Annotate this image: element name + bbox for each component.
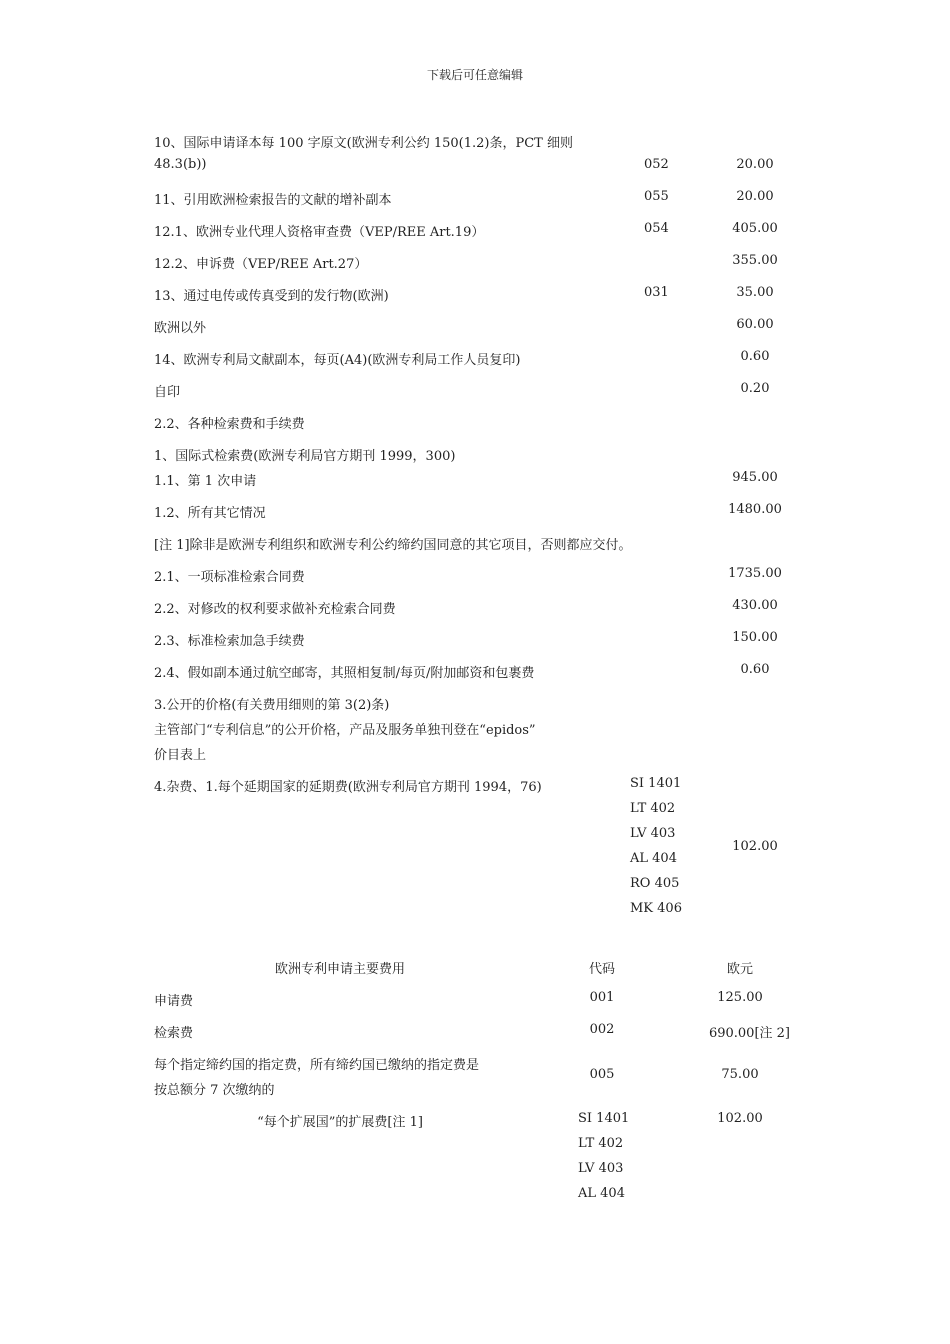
row-code: 055 [644,189,669,204]
row-amount: 0.20 [740,381,770,396]
row-amount: 430.00 [732,598,778,613]
row-amount: 945.00 [732,470,778,485]
row-text: 自印 [154,385,181,400]
row-amount: 0.60 [740,349,770,364]
country-code: AL 404 [578,1186,625,1201]
row-amount: 150.00 [732,630,778,645]
extension-fee-text: 4.杂费、1.每个延期国家的延期费(欧洲专利局官方期刊 1994，76) [154,780,542,795]
table2-header-amount: 欧元 [726,962,753,977]
table2-extension-amount: 102.00 [717,1111,763,1126]
row-code: 052 [644,157,669,172]
country-code: SI 1401 [578,1111,630,1126]
row-text: 13、通过电传或传真受到的发行物(欧洲) [154,289,389,304]
country-code: MK 406 [630,901,682,916]
table2-row-code: 001 [589,990,615,1005]
row-text: 2.3、标准检索加急手续费 [154,634,305,649]
row-text: 主管部门“专利信息”的公开价格，产品及服务单独刊登在“epidos” [154,723,536,738]
row-code: 031 [644,285,669,300]
row-text: 12.2、申诉费（VEP/REE Art.27） [154,257,368,272]
row-text: 2.1、一项标准检索合同费 [154,570,305,585]
table2-row-amount: 125.00 [717,990,763,1005]
row-amount: 20.00 [736,157,774,172]
row-amount: 355.00 [732,253,778,268]
row-text: 14、欧洲专利局文献副本，每页(A4)(欧洲专利局工作人员复印) [154,353,521,368]
row-text: 欧洲以外 [154,321,207,336]
extension-country-codes [630,771,682,921]
country-code: LV 403 [578,1161,624,1176]
country-code: LT 402 [578,1136,624,1151]
country-code: SI 1401 [630,776,682,791]
row-amount: 1735.00 [728,566,782,581]
row-text: 2.4、假如副本通过航空邮寄，其照相复制/每页/附加邮资和包裹费 [154,666,535,681]
row-text: 1、国际式检索费(欧洲专利局官方期刊 1999，300) [154,449,456,464]
row-amount: 60.00 [736,317,774,332]
row-amount: 35.00 [736,285,774,300]
table2-row-code: 002 [589,1022,615,1037]
table2-row-desc: 每个指定缔约国的指定费，所有缔约国已缴纳的指定费是 [154,1058,480,1073]
table2-extension-codes [578,1106,629,1206]
page-header: 下载后可任意编辑 [426,68,523,82]
country-code: AL 404 [630,851,677,866]
table2-row-code: 005 [589,1067,615,1082]
row-text: 2.2、对修改的权利要求做补充检索合同费 [154,602,396,617]
table2-header-code: 代码 [588,962,615,977]
table2-row-desc: 申请费 [154,994,194,1009]
table2-row-amount: 75.00 [721,1067,759,1082]
country-code: LV 403 [630,826,676,841]
row-text: 1.1、第 1 次申请 [154,474,257,489]
row-amount: 20.00 [736,189,774,204]
table2-row-desc: 按总额分 7 次缴纳的 [154,1083,275,1098]
table2-row-amount: 690.00[注 2] [708,1026,790,1041]
row-text: 10、国际申请译本每 100 字原文(欧洲专利公约 150(1.2)条，PCT 细则 [154,136,573,151]
extension-fee-amount: 102.00 [732,839,778,854]
row-code: 054 [644,221,669,236]
table2-header-desc: 欧洲专利申请主要费用 [274,962,405,977]
row-text: 3.公开的价格(有关费用细则的第 3(2)条) [154,698,390,713]
note-text: [注 1]除非是欧洲专利组织和欧洲专利公约缔约国同意的其它项目，否则都应交付。 [154,538,632,553]
row-text: 11、引用欧洲检索报告的文献的增补副本 [154,193,392,208]
row-amount: 405.00 [732,221,778,236]
row-amount: 0.60 [740,662,770,677]
table2-extension-desc: “每个扩展国”的扩展费[注 1] [257,1115,423,1130]
row-text: 1.2、所有其它情况 [154,506,266,521]
row-text: 48.3(b)) [154,157,207,172]
country-code: LT 402 [630,801,676,816]
row-text: 12.1、欧洲专业代理人资格审查费（VEP/REE Art.19） [154,225,485,240]
country-code: RO 405 [630,876,680,891]
table2-row-desc: 检索费 [154,1026,194,1041]
section-heading: 2.2、各种检索费和手续费 [154,417,305,432]
row-text: 价目表上 [154,748,207,763]
row-amount: 1480.00 [728,502,782,517]
